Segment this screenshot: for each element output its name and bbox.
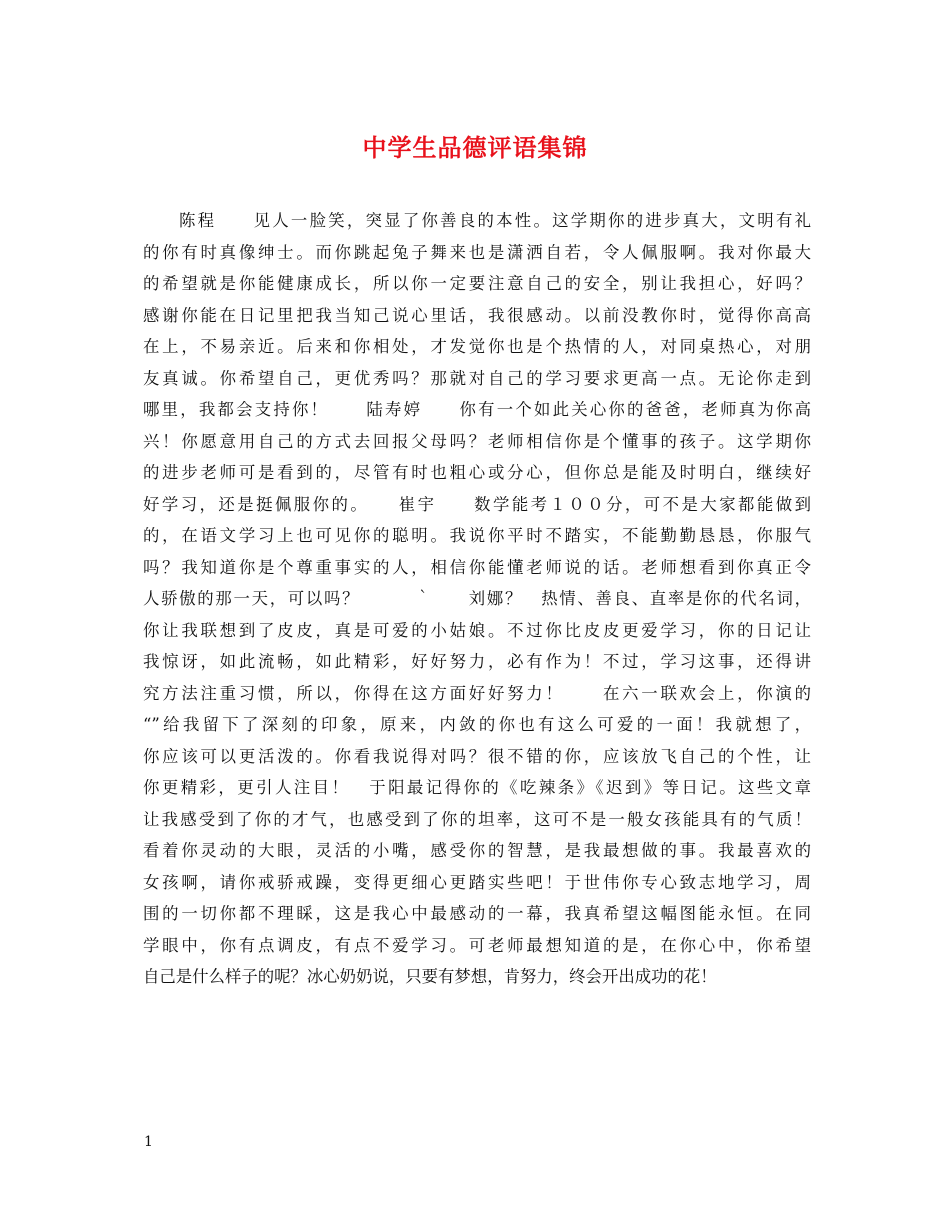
paragraph-line: 在上，不易亲近。后来和你相处，才发觉你也是个热情的人，对同桌热心，对朋: [143, 337, 811, 356]
paragraph-line: “”给我留下了深刻的印象，原来，内敛的你也有这么可爱的一面！我就想了，: [143, 715, 811, 734]
paragraph-line: 的希望就是你能健康成长，所以你一定要注意自己的安全，别让我担心，好吗？: [143, 274, 811, 293]
paragraph-line: 究方法注重习惯，所以，你得在这方面好好努力！ 在六一联欢会上，你演的: [143, 683, 811, 703]
paragraph-line: 让我感受到了你的才气，也感受到了你的坦率，这可不是一般女孩能具有的气质！: [143, 809, 811, 829]
paragraph-line: 友真诚。你希望自己，更优秀吗？那就对自己的学习要求更高一点。无论你走到: [143, 368, 811, 388]
paragraph-line: 学眼中，你有点调皮，有点不爱学习。可老师最想知道的是，在你心中，你希望: [143, 935, 811, 955]
paragraph-line: 感谢你能在日记里把我当知己说心里话，我很感动。以前没教你时，觉得你高高: [143, 305, 811, 325]
paragraph-line: 人骄傲的那一天，可以吗？ ｀ 刘娜？ 热情、善良、直率是你的代名词，: [143, 589, 811, 608]
page-number: 1: [144, 1134, 153, 1150]
document-body: [143, 205, 811, 993]
paragraph-line: 女孩啊，请你戒骄戒躁，变得更细心更踏实些吧！于世伟你专心致志地学习，周: [143, 872, 811, 892]
paragraph-line: 我惊讶，如此流畅，如此精彩，好好努力，必有作为！不过，学习这事，还得讲: [143, 652, 811, 671]
paragraph-line: 兴！你愿意用自己的方式去回报父母吗？老师相信你是个懂事的孩子。这学期你: [143, 431, 811, 451]
paragraph-line: 陈程 见人一脸笑，突显了你善良的本性。这学期你的进步真大，文明有礼: [179, 211, 811, 230]
paragraph-line: 你让我联想到了皮皮，真是可爱的小姑娘。不过你比皮皮更爱学习，你的日记让: [143, 620, 811, 640]
paragraph-line: 哪里，我都会支持你！ 陆寿婷 你有一个如此关心你的爸爸，老师真为你高: [143, 400, 811, 419]
paragraph-line: 围的一切你都不理睬，这是我心中最感动的一幕，我真希望这幅图能永恒。在同: [143, 904, 811, 923]
paragraph-line: 自己是什么样子的呢？冰心奶奶说，只要有梦想，肯努力，终会开出成功的花！: [143, 967, 717, 986]
document-title: 中学生品德评语集锦: [362, 134, 588, 162]
paragraph-line: 的，在语文学习上也可见你的聪明。我说你平时不踏实，不能勤勤恳恳，你服气: [143, 526, 811, 545]
paragraph-line: 的你有时真像绅士。而你跳起兔子舞来也是潇洒自若，令人佩服啊。我对你最大: [143, 242, 811, 262]
paragraph-line: 好学习，还是挺佩服你的。 崔宇 数学能考１００分，可不是大家都能做到: [143, 494, 811, 514]
paragraph-line: 你应该可以更活泼的。你看我说得对吗？很不错的你，应该放飞自己的个性，让: [143, 746, 811, 766]
paragraph-line: 的进步老师可是看到的，尽管有时也粗心或分心，但你总是能及时明白，继续好: [143, 463, 811, 482]
paragraph-line: 看着你灵动的大眼，灵活的小嘴，感受你的智慧，是我最想做的事。我最喜欢的: [143, 841, 811, 860]
paragraph-line: 你更精彩，更引人注目！ 于阳最记得你的《吃辣条》《迟到》等日记。这些文章: [143, 778, 811, 797]
paragraph-line: 吗？我知道你是个尊重事实的人，相信你能懂老师说的话。老师想看到你真正令: [143, 557, 811, 577]
